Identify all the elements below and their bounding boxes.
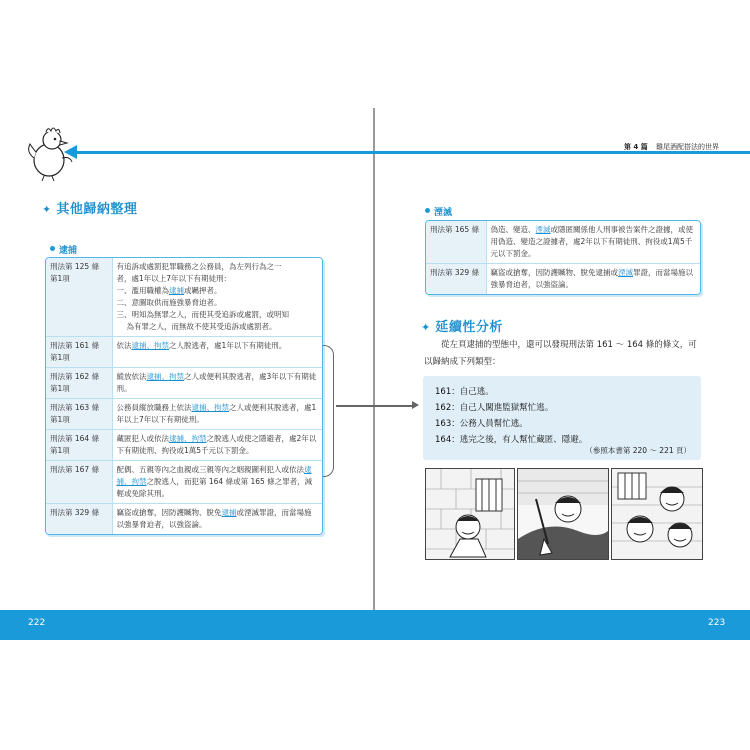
- law-name: 刑法第 165 條: [426, 221, 486, 264]
- law-text: 有追訴或處罰犯罪職務之公務員，為左列行為之一 者，處1年以上7年以下有期徒刑： 一、濫用職權為逮捕或羈押者。 二、意圖取供而施強暴脅迫者。 三、明知為無罪之人，而使其受追訴或處罰，或明知 為有罪之人，而無故不使其受追訴或處罰者。: [112, 258, 322, 337]
- law-name: 刑法第 163 條 第1項: [46, 399, 112, 430]
- right-page-number: 223: [708, 618, 726, 628]
- comic-panel-3: [611, 468, 703, 560]
- right-section-title: ✦ 延續性分析: [421, 320, 503, 335]
- law-text: 竊盜或搶奪，因防護贓物、脫免逮捕或湮滅罪證，而當場施以強暴脅迫者，以強盜論。: [112, 504, 322, 535]
- sparkle-icon: ✦: [421, 321, 431, 334]
- sparkle-icon: ✦: [42, 203, 52, 216]
- chicken-mascot-icon: [22, 124, 80, 182]
- bullet-dot-icon: [425, 208, 430, 213]
- law-text: 公務員縱放職務上依法逮捕、拘禁之人或便利其脫逃者，處1年以上7年以下有期徒刑。: [112, 399, 322, 430]
- law-name: 刑法第 164 條 第1項: [46, 430, 112, 461]
- left-section-title: ✦ 其他歸納整理: [42, 202, 138, 217]
- analysis-paragraph: 從左頁逮捕的型態中，還可以發現刑法第 161 ～ 164 條的條文，可以歸納成下列類型：: [424, 340, 697, 367]
- law-text: 縱放依法逮捕、拘禁之人或便利其脫逃者，處3年以下有期徒刑。: [112, 368, 322, 399]
- left-page-number: 222: [28, 618, 46, 628]
- table-row: [46, 504, 322, 535]
- page-spine: [373, 108, 375, 610]
- page-reference: （參照本書第 220 ～ 221 頁）: [585, 446, 691, 455]
- law-text: 依法逮捕、拘禁之人脫逃者，處1年以下有期徒刑。: [112, 337, 322, 368]
- chapter-label: 第 4 篇: [624, 143, 648, 151]
- footer-bar: [0, 610, 750, 640]
- table-row: [46, 337, 322, 368]
- law-name: 刑法第 125 條 第1項: [46, 258, 112, 337]
- list-item: 162：自己人闖進監獄幫忙逃。: [435, 403, 554, 413]
- right-sub-heading: 湮滅: [425, 200, 452, 219]
- left-sub-heading: 逮捕: [50, 238, 77, 257]
- law-name: 刑法第 162 條 第1項: [46, 368, 112, 399]
- brace-arrow-icon: [323, 345, 334, 477]
- list-item: 164：逃完之後，有人幫忙藏匿、隱避。: [435, 435, 588, 445]
- list-item: 163：公務人員幫忙逃。: [435, 419, 528, 429]
- list-item: 161：自己逃。: [435, 387, 494, 397]
- law-text: 偽造、變造、湮滅或隱匿關係他人刑事被告案件之證據，或使用偽造、變造之證據者，處2年以下有期徒刑、拘役或1萬5千元以下罰金。: [486, 221, 700, 264]
- table-row: [46, 461, 322, 504]
- table-row: [426, 221, 700, 264]
- law-name: 刑法第 329 條: [46, 504, 112, 535]
- table-row: [46, 430, 322, 461]
- left-law-table: [45, 257, 323, 535]
- chapter-title: 雞尾酒配搭法的世界: [655, 143, 719, 151]
- comic-panel-1: [425, 468, 515, 560]
- comic-panel-2: [517, 468, 609, 560]
- table-row: [46, 368, 322, 399]
- law-text: 藏匿犯人或依法逮捕、拘禁之脫逃人或使之隱避者，處2年以下有期徒刑、拘役或1萬5千元以下罰金。: [112, 430, 322, 461]
- law-name: 刑法第 329 條: [426, 264, 486, 295]
- law-name: 刑法第 167 條: [46, 461, 112, 504]
- connector-line: [336, 405, 416, 407]
- right-law-table: [425, 220, 701, 295]
- law-name: 刑法第 161 條 第1項: [46, 337, 112, 368]
- law-text: 竊盜或搶奪，因防護贓物、脫免逮捕或湮滅罪證，而當場施以強暴脅迫者，以強盜論。: [486, 264, 700, 295]
- table-row: [46, 258, 322, 337]
- header-arrow-line: [75, 151, 750, 154]
- summary-box: [423, 376, 701, 460]
- connector-arrowhead: [412, 401, 419, 409]
- table-row: [426, 264, 700, 295]
- law-text: 配偶、五親等內之血親或三親等內之姻親圖利犯人或依法逮捕、拘禁之脫逃人，而犯第 164 條或第 165 條之罪者，減輕或免除其刑。: [112, 461, 322, 504]
- bullet-dot-icon: [50, 246, 55, 251]
- table-row: [46, 399, 322, 430]
